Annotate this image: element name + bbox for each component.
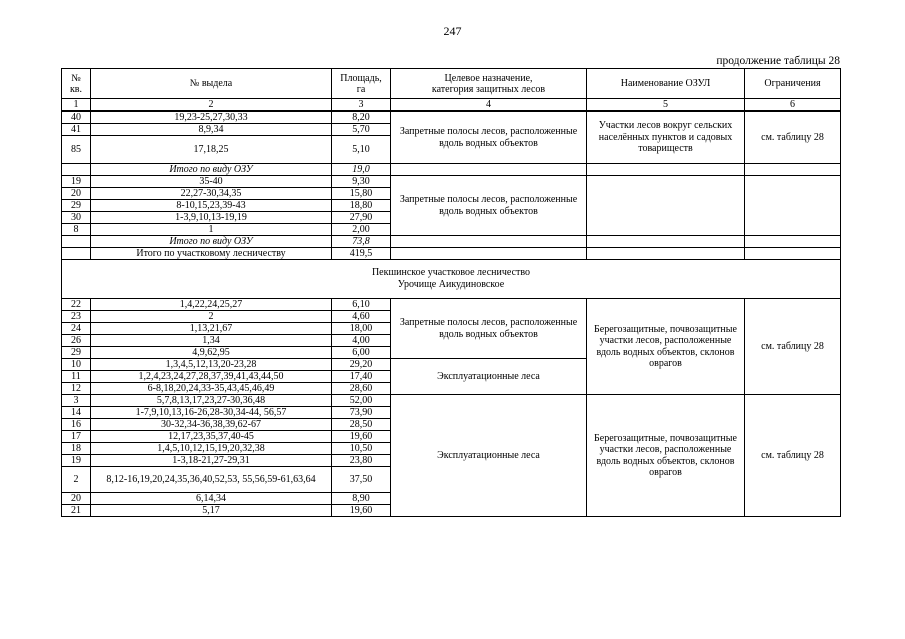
forest-table [61,68,841,517]
cell-vydel: 1,3,4,5,12,13,20-23,28 [91,359,332,371]
cell-vydel: 6,14,34 [91,493,332,505]
cell-area: 19,60 [332,505,391,517]
cell-kv: 26 [62,335,91,347]
cell-empty [587,248,745,260]
cell-area: 15,80 [332,188,391,200]
cell-empty [745,164,841,176]
cell-vydel: 1-3,18-21,27-29,31 [91,455,332,467]
cell-area: 18,80 [332,200,391,212]
cell-kv: 16 [62,419,91,431]
cell-kv: 30 [62,212,91,224]
cell-kv: 14 [62,407,91,419]
cell-kv: 19 [62,176,91,188]
cell-kv: 20 [62,188,91,200]
cell-vydel: 8,12-16,19,20,24,35,36,40,52,53, 55,56,59-61,63,64 [91,467,332,493]
cell-empty [587,164,745,176]
cell-empty [745,236,841,248]
cell-vydel: 8,9,34 [91,124,332,136]
column-number-row [62,99,841,112]
header-kv: № кв. [62,69,91,99]
cell-area: 37,50 [332,467,391,493]
cell-kv: 20 [62,493,91,505]
cell-kv: 17 [62,431,91,443]
cell-vydel: 1,34 [91,335,332,347]
cell-area: 73,90 [332,407,391,419]
cell-empty [391,248,587,260]
cell-area: 4,60 [332,311,391,323]
cell-area: 18,00 [332,323,391,335]
cell-kv: 12 [62,383,91,395]
section-heading [62,260,841,299]
cell-vydel: 1-7,9,10,13,16-26,28-30,34-44, 56,57 [91,407,332,419]
cell-kv: 10 [62,359,91,371]
cell-vydel: 2 [91,311,332,323]
cell-purpose: Запретные полосы лесов, расположенные вдоль водных объектов [391,299,587,359]
cell-limits: см. таблицу 28 [745,299,841,395]
cell-area: 8,90 [332,493,391,505]
col-number: 3 [332,99,391,112]
cell-vydel: 1-3,9,10,13-19,19 [91,212,332,224]
header-limits: Ограничения [745,69,841,99]
cell-vydel: 1,13,21,67 [91,323,332,335]
cell-kv: 8 [62,224,91,236]
header-vydel: № выдела [91,69,332,99]
subtotal-label: Итого по виду ОЗУ [91,164,332,176]
cell-vydel: 30-32,34-36,38,39,62-67 [91,419,332,431]
cell-kv: 2 [62,467,91,493]
cell-vydel: 17,18,25 [91,136,332,164]
cell-empty [587,236,745,248]
cell-empty [62,164,91,176]
cell-area: 4,00 [332,335,391,347]
subtotal-area: 73,8 [332,236,391,248]
cell-empty [587,176,745,236]
header-ozul: Наименование ОЗУЛ [587,69,745,99]
table-row [62,395,841,407]
table-row [62,176,841,188]
cell-vydel: 1,4,5,10,12,15,19,20,32,38 [91,443,332,455]
cell-vydel: 22,27-30,34,35 [91,188,332,200]
cell-kv: 19 [62,455,91,467]
cell-ozul: Участки лесов вокруг сельских населённых пунктов и садовых товариществ [587,111,745,164]
section-row [62,260,841,299]
subtotal-row [62,164,841,176]
subtotal-label: Итого по виду ОЗУ [91,236,332,248]
cell-ozul: Берегозащитные, почвозащитные участки лесов, расположенные вдоль водных объектов, склонов оврагов [587,299,745,395]
cell-purpose: Эксплуатационные леса [391,395,587,517]
cell-kv: 40 [62,111,91,124]
subtotal-row [62,236,841,248]
cell-purpose: Запретные полосы лесов, расположенные вдоль водных объектов [391,111,587,164]
total-label: Итого по участковому лесничеству [91,248,332,260]
cell-purpose: Запретные полосы лесов, расположенные вдоль водных объектов [391,176,587,236]
cell-area: 29,20 [332,359,391,371]
table-row [62,111,841,124]
header-row [62,69,841,99]
cell-kv: 29 [62,200,91,212]
cell-vydel: 12,17,23,35,37,40-45 [91,431,332,443]
header-area: Площадь, га [332,69,391,99]
cell-limits: см. таблицу 28 [745,111,841,164]
cell-kv: 23 [62,311,91,323]
cell-empty [745,248,841,260]
cell-vydel: 1 [91,224,332,236]
cell-empty [391,164,587,176]
cell-kv: 85 [62,136,91,164]
cell-vydel: 8-10,15,23,39-43 [91,200,332,212]
cell-kv: 18 [62,443,91,455]
cell-vydel: 1,4,22,24,25,27 [91,299,332,311]
cell-area: 17,40 [332,371,391,383]
col-number: 6 [745,99,841,112]
cell-kv: 3 [62,395,91,407]
cell-kv: 41 [62,124,91,136]
section-subtitle: Урочище Аикудиновское [397,279,505,290]
total-area: 419,5 [332,248,391,260]
cell-area: 28,50 [332,419,391,431]
cell-area: 5,10 [332,136,391,164]
cell-area: 23,80 [332,455,391,467]
cell-area: 10,50 [332,443,391,455]
cell-purpose: Эксплуатационные леса [391,359,587,395]
cell-empty [391,236,587,248]
cell-area: 6,10 [332,299,391,311]
cell-empty [62,236,91,248]
page-number: 247 [443,24,462,38]
cell-area: 27,90 [332,212,391,224]
cell-kv: 22 [62,299,91,311]
cell-vydel: 4,9,62,95 [91,347,332,359]
cell-vydel: 1,2,4,23,24,27,28,37,39,41,43,44,50 [91,371,332,383]
cell-ozul: Берегозащитные, почвозащитные участки лесов, расположенные вдоль водных объектов, склонов оврагов [587,395,745,517]
cell-area: 9,30 [332,176,391,188]
total-row [62,248,841,260]
header-purpose: Целевое назначение, категория защитных лесов [391,69,587,99]
cell-area: 28,60 [332,383,391,395]
col-number: 4 [391,99,587,112]
cell-limits: см. таблицу 28 [745,395,841,517]
col-number: 1 [62,99,91,112]
cell-empty [62,248,91,260]
cell-area: 52,00 [332,395,391,407]
cell-kv: 24 [62,323,91,335]
table-row [62,299,841,311]
cell-vydel: 5,17 [91,505,332,517]
cell-empty [745,176,841,236]
cell-area: 5,70 [332,124,391,136]
col-number: 2 [91,99,332,112]
section-title: Пекшинское участковое лесничество [371,267,531,278]
cell-kv: 11 [62,371,91,383]
cell-vydel: 5,7,8,13,17,23,27-30,36,48 [91,395,332,407]
continuation-label: продолжение таблицы 28 [716,55,840,67]
cell-kv: 29 [62,347,91,359]
cell-area: 2,00 [332,224,391,236]
cell-area: 6,00 [332,347,391,359]
cell-area: 19,60 [332,431,391,443]
subtotal-area: 19,0 [332,164,391,176]
cell-area: 8,20 [332,111,391,124]
cell-vydel: 35-40 [91,176,332,188]
cell-vydel: 6-8,18,20,24,33-35,43,45,46,49 [91,383,332,395]
cell-kv: 21 [62,505,91,517]
col-number: 5 [587,99,745,112]
cell-vydel: 19,23-25,27,30,33 [91,111,332,124]
